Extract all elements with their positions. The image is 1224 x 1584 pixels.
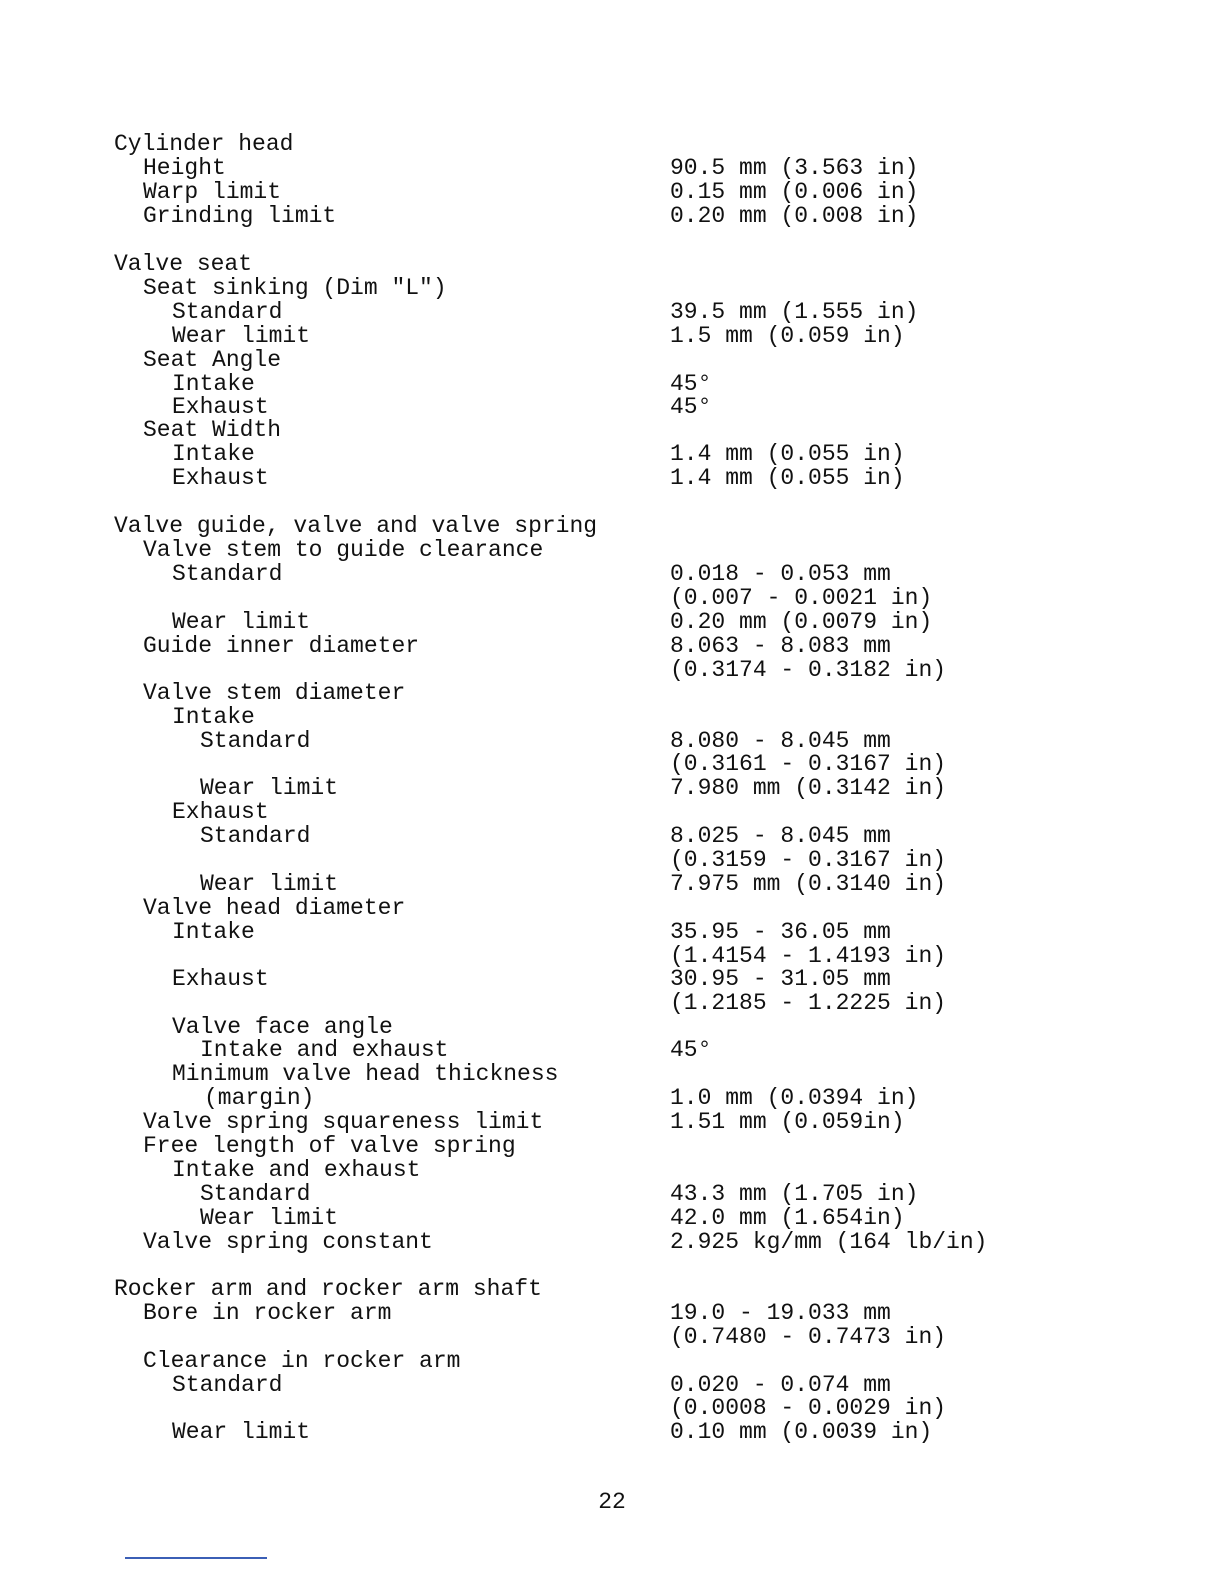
spec-label: Wear limit [172, 609, 311, 635]
spec-group-label: Intake and exhaust [172, 1157, 421, 1183]
spec-row-head-intake [0, 920, 1224, 944]
spec-group-stem-clearance [0, 538, 1224, 562]
spec-value: (0.007 - 0.0021 in) [670, 585, 933, 611]
spec-row-guide-inner-diameter [0, 634, 1224, 658]
spec-label: Bore in rocker arm [143, 1300, 392, 1326]
spec-value: 39.5 mm (1.555 in) [670, 299, 919, 325]
spec-value: (0.3174 - 0.3182 in) [670, 657, 947, 683]
spec-value: 19.0 - 19.033 mm [670, 1300, 891, 1326]
spec-row-seat-width-intake [0, 442, 1224, 466]
spec-label: Standard [200, 823, 311, 849]
spec-row-rocker-clearance-wear [0, 1420, 1224, 1444]
spec-group-label: Exhaust [172, 799, 269, 825]
spec-group-rocker-clearance [0, 1349, 1224, 1373]
spec-group-label: Minimum valve head thickness [172, 1061, 559, 1087]
spec-value: 0.20 mm (0.008 in) [670, 203, 919, 229]
spec-row-grinding-limit [0, 204, 1224, 228]
spec-row-stem-clearance-wear [0, 610, 1224, 634]
spec-label: Exhaust [172, 465, 269, 491]
spec-row-warp-limit [0, 180, 1224, 204]
spec-value: 45° [670, 371, 712, 397]
section-title-cylinder-head [0, 132, 1224, 156]
spec-group-head-diameter [0, 896, 1224, 920]
spec-group-seat-width [0, 418, 1224, 442]
spec-row-height [0, 156, 1224, 180]
spec-group-label: Valve head diameter [143, 895, 406, 921]
spec-row-stem-exhaust-standard [0, 824, 1224, 848]
spec-value: 1.5 mm (0.059 in) [670, 323, 905, 349]
section-heading: Valve guide, valve and valve spring [114, 513, 598, 539]
spec-value: (0.3161 - 0.3167 in) [670, 751, 947, 777]
spec-value: 2.925 kg/mm (164 lb/in) [670, 1229, 988, 1255]
spec-value: 90.5 mm (3.563 in) [670, 155, 919, 181]
footer-rule [125, 1557, 267, 1559]
spec-row-rocker-clearance-standard [0, 1373, 1224, 1397]
spec-row-spring-constant [0, 1230, 1224, 1254]
page-number: 22 [598, 1489, 626, 1515]
spec-value: 1.51 mm (0.059in) [670, 1109, 905, 1135]
spec-label: Standard [172, 1372, 283, 1398]
spec-group-label: Valve stem diameter [143, 680, 406, 706]
spec-label: (margin) [204, 1085, 315, 1111]
spec-value: 30.95 - 31.05 mm [670, 966, 891, 992]
spec-value: 8.063 - 8.083 mm [670, 633, 891, 659]
spec-row-seat-angle-exhaust [0, 395, 1224, 419]
spec-group-label: Seat Angle [143, 347, 282, 373]
spec-label: Grinding limit [143, 203, 337, 229]
spec-group-label: Seat Width [143, 417, 282, 443]
spec-label: Exhaust [172, 966, 269, 992]
spec-value: 7.975 mm (0.3140 in) [670, 871, 947, 897]
spec-row-spring-squareness [0, 1110, 1224, 1134]
spec-row-stem-intake-standard [0, 729, 1224, 753]
section-heading: Rocker arm and rocker arm shaft [114, 1276, 542, 1302]
spec-value: (0.7480 - 0.7473 in) [670, 1324, 947, 1350]
spec-row-head-intake-cont [0, 944, 1224, 968]
section-title-valve-guide [0, 514, 1224, 538]
spec-label: Wear limit [172, 1419, 311, 1445]
spec-group-label: Intake [172, 704, 255, 730]
spec-group-label: Free length of valve spring [143, 1133, 516, 1159]
spec-label: Standard [200, 1181, 311, 1207]
spec-value: 35.95 - 36.05 mm [670, 919, 891, 945]
spec-row-stem-exhaust-standard-cont [0, 848, 1224, 872]
spec-row-stem-clearance-standard-cont [0, 586, 1224, 610]
spec-group-label: Valve face angle [172, 1014, 393, 1040]
section-heading: Valve seat [114, 251, 253, 277]
spec-value: 8.080 - 8.045 mm [670, 728, 891, 754]
spec-row-stem-intake-wear [0, 776, 1224, 800]
spec-value: 1.0 mm (0.0394 in) [670, 1085, 919, 1111]
spec-row-seat-width-exhaust [0, 466, 1224, 490]
spec-value: (0.3159 - 0.3167 in) [670, 847, 947, 873]
spec-row-seat-sinking-wear [0, 324, 1224, 348]
spec-row-free-length-wear [0, 1206, 1224, 1230]
spec-label: Valve spring squareness limit [143, 1109, 544, 1135]
spec-label: Height [143, 155, 226, 181]
spec-label: Standard [172, 561, 283, 587]
spec-label: Intake and exhaust [200, 1037, 449, 1063]
spec-value: 8.025 - 8.045 mm [670, 823, 891, 849]
spec-row-guide-inner-diameter-cont [0, 658, 1224, 682]
spec-value: (0.0008 - 0.0029 in) [670, 1395, 947, 1421]
spec-value: 45° [670, 394, 712, 420]
spec-group-seat-angle [0, 348, 1224, 372]
spec-row-head-exhaust [0, 967, 1224, 991]
spec-label: Wear limit [200, 1205, 339, 1231]
spec-group-free-length-ie [0, 1158, 1224, 1182]
spec-group-label: Seat sinking (Dim "L") [143, 275, 447, 301]
spec-value: 0.020 - 0.074 mm [670, 1372, 891, 1398]
spec-row-free-length-standard [0, 1182, 1224, 1206]
spec-group-seat-sinking [0, 276, 1224, 300]
spec-group-label: Clearance in rocker arm [143, 1348, 461, 1374]
spec-group-label: Valve stem to guide clearance [143, 537, 544, 563]
spec-label: Intake [172, 919, 255, 945]
spec-group-face-angle [0, 1015, 1224, 1039]
spec-row-rocker-bore [0, 1301, 1224, 1325]
spec-row-face-angle-ie [0, 1038, 1224, 1062]
spec-label: Wear limit [172, 323, 311, 349]
spec-group-stem-diameter [0, 681, 1224, 705]
spec-value: 45° [670, 1037, 712, 1063]
spec-value: (1.2185 - 1.2225 in) [670, 990, 947, 1016]
section-title-valve-seat [0, 252, 1224, 276]
spec-row-seat-sinking-standard [0, 300, 1224, 324]
section-heading: Cylinder head [114, 131, 294, 157]
spec-value: 1.4 mm (0.055 in) [670, 465, 905, 491]
spec-group-stem-exhaust [0, 800, 1224, 824]
spec-row-stem-exhaust-wear [0, 872, 1224, 896]
spec-label: Intake [172, 441, 255, 467]
spec-row-rocker-bore-cont [0, 1325, 1224, 1349]
spec-row-rocker-clearance-standard-cont [0, 1396, 1224, 1420]
spec-row-stem-clearance-standard [0, 562, 1224, 586]
spec-value: 7.980 mm (0.3142 in) [670, 775, 947, 801]
spec-group-stem-intake [0, 705, 1224, 729]
spec-row-head-exhaust-cont [0, 991, 1224, 1015]
spec-label: Guide inner diameter [143, 633, 420, 659]
spec-value: 0.018 - 0.053 mm [670, 561, 891, 587]
spec-label: Exhaust [172, 394, 269, 420]
section-title-rocker-arm [0, 1277, 1224, 1301]
spec-value: 1.4 mm (0.055 in) [670, 441, 905, 467]
spec-row-seat-angle-intake [0, 372, 1224, 396]
spec-label: Standard [172, 299, 283, 325]
spec-label: Wear limit [200, 775, 339, 801]
spec-value: 42.0 mm (1.654in) [670, 1205, 905, 1231]
spec-group-free-length [0, 1134, 1224, 1158]
spec-row-stem-intake-standard-cont [0, 752, 1224, 776]
spec-group-min-head-thickness [0, 1062, 1224, 1086]
spec-value: 0.10 mm (0.0039 in) [670, 1419, 933, 1445]
spec-value: 0.20 mm (0.0079 in) [670, 609, 933, 635]
spec-label: Warp limit [143, 179, 282, 205]
spec-label: Valve spring constant [143, 1229, 433, 1255]
spec-row-min-head-margin [0, 1086, 1224, 1110]
spec-label: Intake [172, 371, 255, 397]
spec-label: Standard [200, 728, 311, 754]
spec-value: 43.3 mm (1.705 in) [670, 1181, 919, 1207]
spec-value: (1.4154 - 1.4193 in) [670, 943, 947, 969]
spec-label: Wear limit [200, 871, 339, 897]
spec-value: 0.15 mm (0.006 in) [670, 179, 919, 205]
